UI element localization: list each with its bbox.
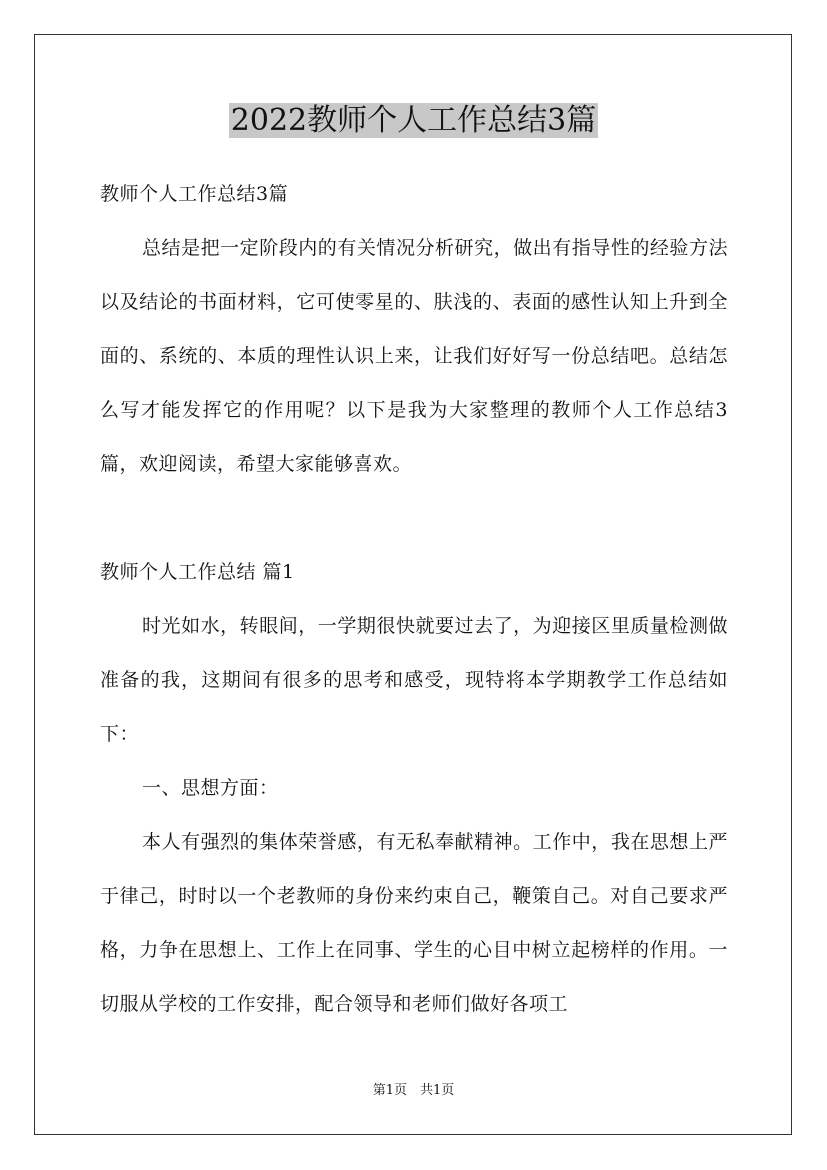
section-paragraph: 时光如水，转眼间，一学期很快就要过去了，为迎接区里质量检测做准备的我，这期间有很多的思考和感受，现特将本学期教学工作总结如下： <box>100 615 728 745</box>
document-title-text: 2022教师个人工作总结3篇 <box>230 103 597 138</box>
intro-paragraph: 总结是把一定阶段内的有关情况分析研究，做出有指导性的经验方法以及结论的书面材料，它可使零星的、肤浅的、表面的感性认知上升到全面的、系统的、本质的理性认识上来，让我们好好写一份总结吧。总结怎么写才能发挥它的作用呢？以下是我为大家整理的教师个人工作总结3篇，欢迎阅读，希望大家能够喜欢。 <box>100 237 728 475</box>
section-heading: 教师个人工作总结 篇1 <box>100 561 295 583</box>
page-footer: 第1页 共1页 <box>372 1083 455 1098</box>
section-paragraph: 本人有强烈的集体荣誉感，有无私奉献精神。工作中，我在思想上严于律己，时时以一个老教师的身份来约束自己，鞭策自己。对自己要求严格，力争在思想上、工作上在同事、学生的心目中树立起榜样的作用。一切服从学校的工作安排，配合领导和老师们做好各项工 <box>100 831 728 1015</box>
document-subtitle: 教师个人工作总结3篇 <box>100 183 289 205</box>
subheading: 一、思想方面： <box>142 777 279 799</box>
document-title <box>0 100 827 142</box>
